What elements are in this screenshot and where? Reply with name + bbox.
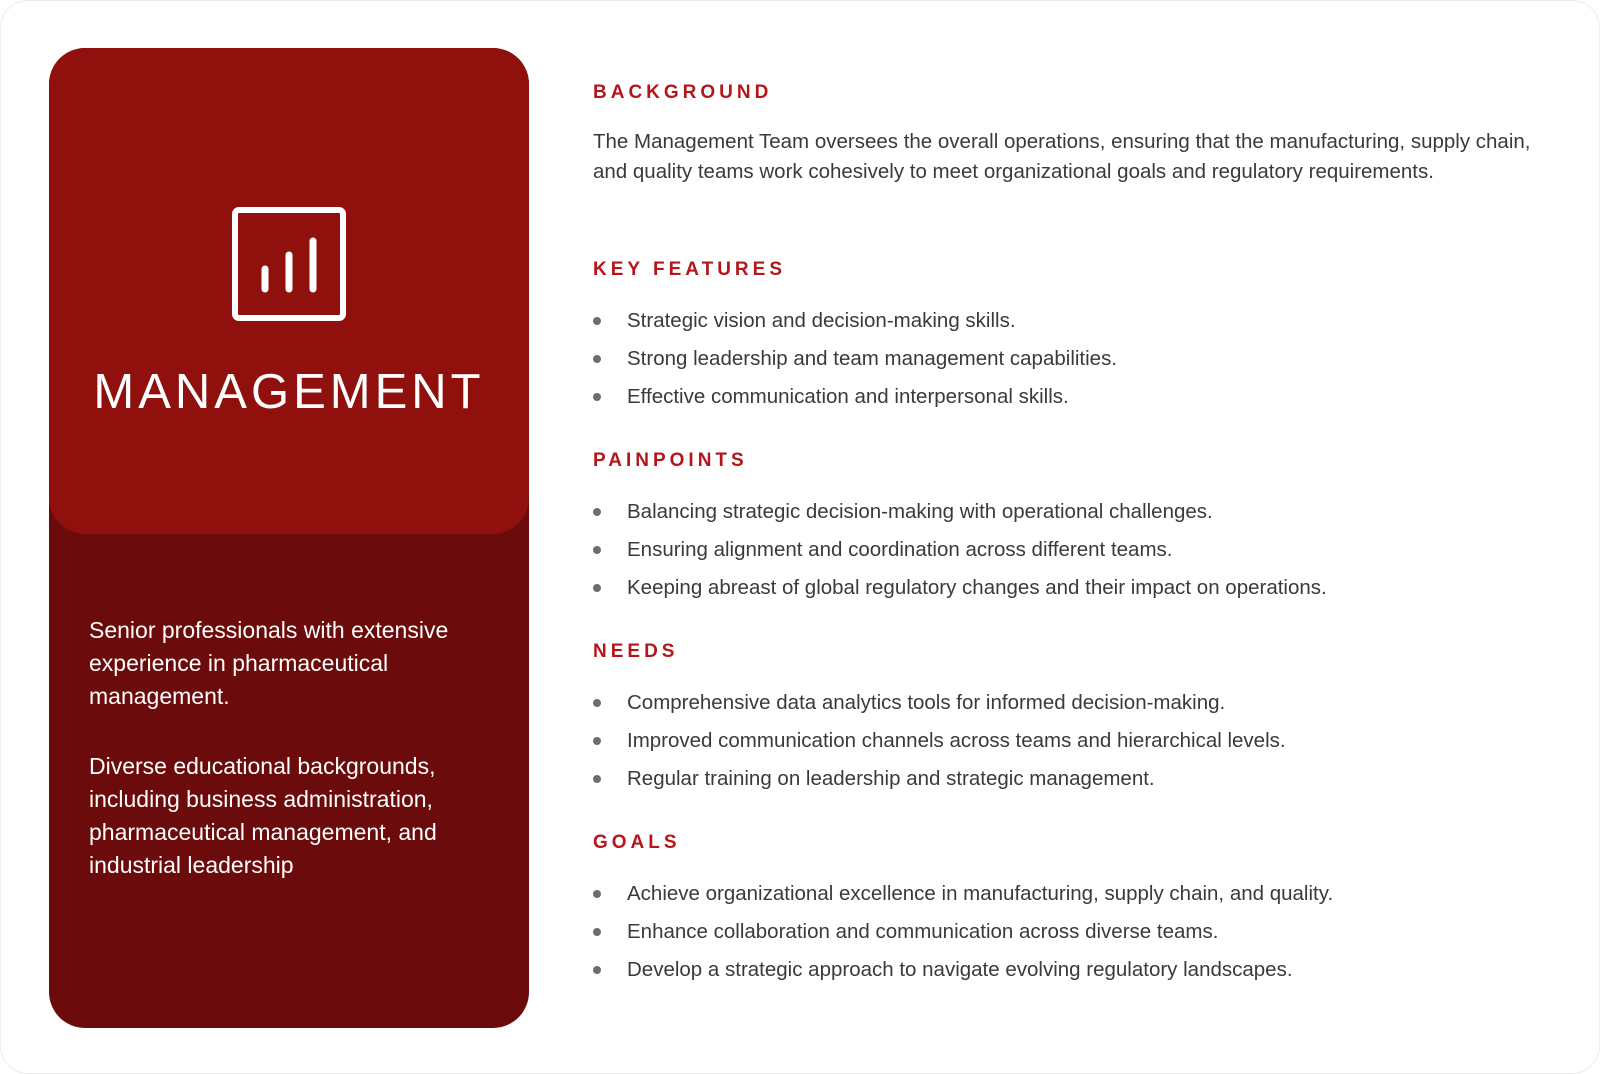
goals-list (593, 875, 1563, 989)
list-item-text: Improved communication channels across teams and hierarchical levels. (627, 729, 1286, 752)
list-item (593, 531, 1563, 569)
section-heading-needs: NEEDS (593, 641, 679, 662)
list-item-text: Comprehensive data analytics tools for informed decision-making. (627, 691, 1226, 714)
section-key-features (593, 256, 1563, 447)
list-item (593, 951, 1563, 989)
bar-chart-icon (232, 207, 346, 321)
section-heading-key-features: KEY FEATURES (593, 259, 786, 280)
needs-list (593, 684, 1563, 798)
section-background (593, 79, 1563, 256)
bullet-icon (593, 393, 601, 401)
bullet-icon (593, 890, 601, 898)
bullet-icon (593, 928, 601, 936)
bullet-icon (593, 355, 601, 363)
persona-card-header (49, 48, 529, 534)
section-heading-background: BACKGROUND (593, 82, 773, 103)
bullet-icon (593, 317, 601, 325)
list-item-text: Regular training on leadership and strategic management. (627, 767, 1155, 790)
section-heading-painpoints: PAINPOINTS (593, 450, 748, 471)
list-item-text: Develop a strategic approach to navigate evolving regulatory landscapes. (627, 958, 1293, 981)
persona-title: MANAGEMENT (93, 365, 485, 419)
list-item (593, 378, 1563, 416)
bullet-icon (593, 584, 601, 592)
list-item (593, 760, 1563, 798)
list-item-text: Enhance collaboration and communication across diverse teams. (627, 920, 1219, 943)
list-item (593, 493, 1563, 531)
list-item-text: Strategic vision and decision-making skills. (627, 309, 1016, 332)
list-item-text: Ensuring alignment and coordination across different teams. (627, 538, 1173, 561)
painpoints-list (593, 493, 1563, 607)
list-item-text: Effective communication and interpersonal skills. (627, 385, 1069, 408)
background-text: The Management Team oversees the overall operations, ensuring that the manufacturing, supply chain, and quality teams work cohesively to meet organizational goals and regulatory requirements. (593, 130, 1531, 183)
bullet-icon (593, 966, 601, 974)
persona-description (89, 614, 489, 919)
persona-description-education: Diverse educational backgrounds, including business administration, pharmaceutical management, and industrial leadership (89, 753, 437, 878)
bullet-icon (593, 546, 601, 554)
section-goals (593, 829, 1563, 989)
list-item-text: Strong leadership and team management capabilities. (627, 347, 1118, 370)
list-item (593, 302, 1563, 340)
persona-description-experience: Senior professionals with extensive experience in pharmaceutical management. (89, 617, 449, 709)
section-needs (593, 638, 1563, 829)
list-item-text: Achieve organizational excellence in manufacturing, supply chain, and quality. (627, 882, 1334, 905)
key-features-list (593, 302, 1563, 416)
list-item (593, 913, 1563, 951)
bullet-icon (593, 775, 601, 783)
list-item (593, 569, 1563, 607)
persona-details (593, 79, 1563, 989)
list-item (593, 340, 1563, 378)
list-item (593, 684, 1563, 722)
bullet-icon (593, 508, 601, 516)
list-item-text: Keeping abreast of global regulatory changes and their impact on operations. (627, 576, 1327, 599)
section-heading-goals: GOALS (593, 832, 681, 853)
list-item (593, 875, 1563, 913)
section-painpoints (593, 447, 1563, 638)
list-item-text: Balancing strategic decision-making with operational challenges. (627, 500, 1213, 523)
list-item (593, 722, 1563, 760)
bullet-icon (593, 737, 601, 745)
persona-card (49, 48, 529, 1028)
bullet-icon (593, 699, 601, 707)
